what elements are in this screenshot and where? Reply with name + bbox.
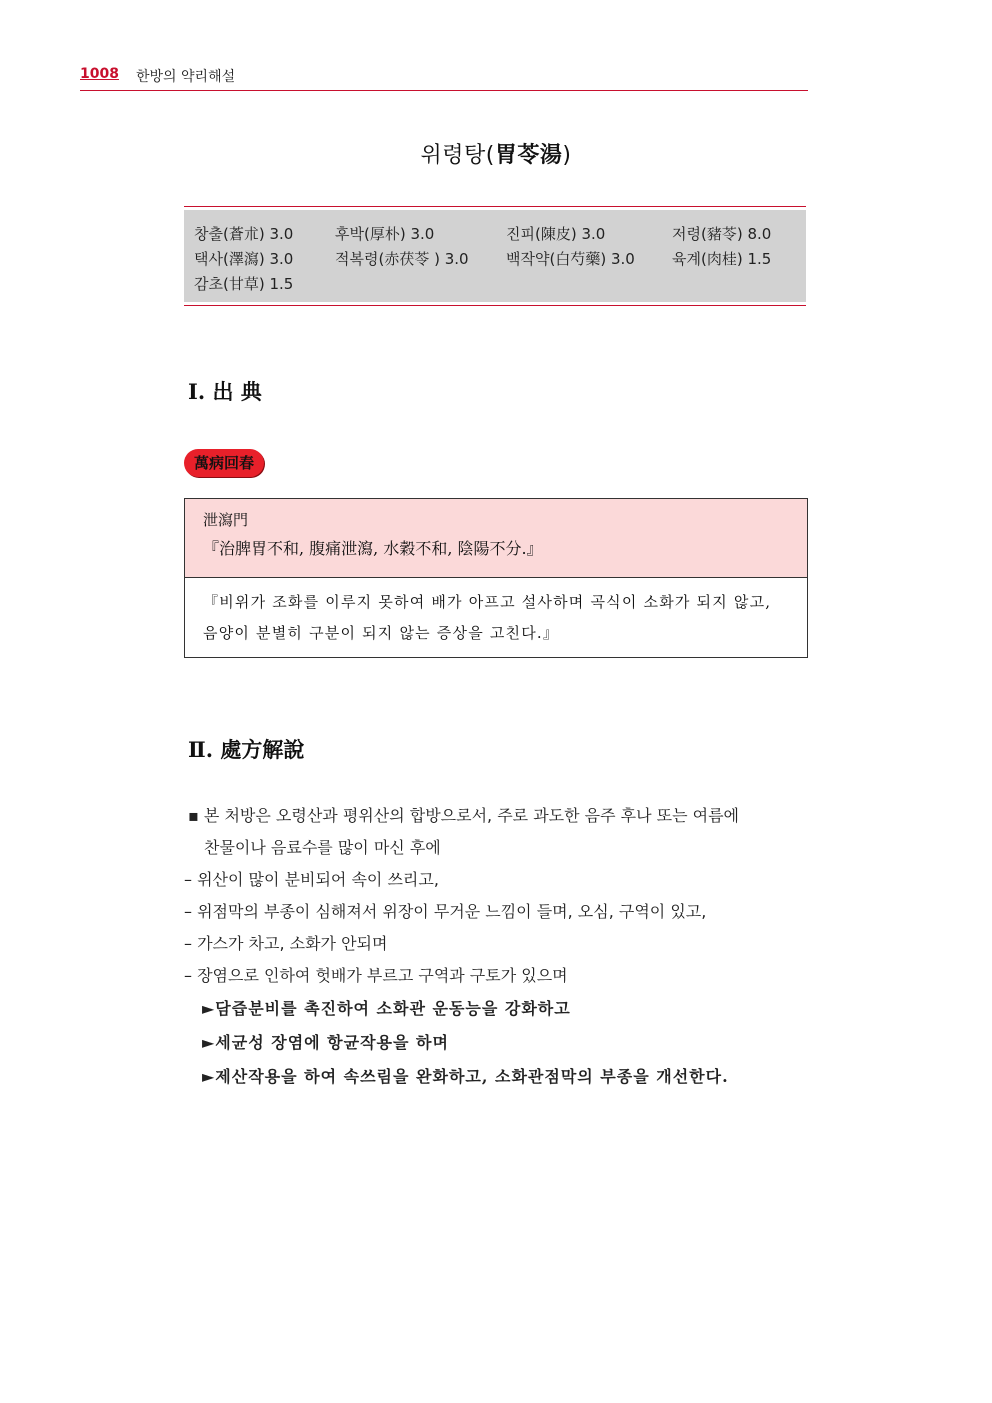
ingredient: 감초(甘草) 1.5 — [194, 275, 294, 293]
page-header — [80, 66, 808, 91]
source-chapter: 泄瀉門 — [203, 511, 249, 529]
explanation-line: – 위점막의 부종이 심해져서 위장이 무거운 느낌이 들며, 오심, 구역이 있고, — [184, 902, 707, 921]
explanation-line: 찬물이나 음료수를 많이 마신 후에 — [204, 838, 441, 857]
title-hanja: 胃苓湯 — [494, 142, 563, 168]
ingredient: 육계(肉桂) 1.5 — [672, 250, 772, 268]
ingredient: 창출(蒼朮) 3.0 — [194, 225, 294, 243]
action-line: ►세균성 장염에 항균작용을 하며 — [202, 1033, 449, 1052]
explanation-line: – 위산이 많이 분비되어 속이 쓰리고, — [184, 870, 439, 889]
source-quote-box — [184, 498, 808, 658]
explanation-line: ▪ 본 처방은 오령산과 평위산의 합방으로서, 주로 과도한 음주 후나 또는 여름에 — [188, 806, 740, 825]
ingredients-box — [184, 210, 806, 302]
prescription-title — [184, 138, 808, 169]
page-number: 1008 — [80, 66, 119, 82]
title-close: ) — [562, 143, 572, 168]
title-korean: 위령탕( — [420, 143, 495, 168]
source-text: 『治脾胃不和, 腹痛泄瀉, 水穀不和, 陰陽不分.』 — [203, 539, 543, 558]
source-original — [185, 499, 807, 578]
section-heading-explanation: Ⅱ. 處方解說 — [188, 737, 305, 762]
ingredient: 적복령(赤茯苓 ) 3.0 — [335, 250, 469, 268]
ingredients-panel — [184, 206, 806, 306]
explanation-line: – 가스가 차고, 소화가 안되며 — [184, 934, 388, 953]
explanation-line: – 장염으로 인하여 헛배가 부르고 구역과 구토가 있으며 — [184, 966, 568, 985]
ingredient: 택사(澤瀉) 3.0 — [194, 250, 294, 268]
source-badge: 萬病回春 — [184, 449, 264, 477]
ingredient: 후박(厚朴) 3.0 — [335, 225, 435, 243]
source-translation: 『비위가 조화를 이루지 못하여 배가 아프고 설사하며 곡식이 소화가 되지 않고, 음양이 분별히 구분이 되지 않는 증상을 고친다.』 — [203, 593, 772, 642]
book-title: 한방의 약리해설 — [136, 69, 236, 85]
section-heading-source: Ⅰ. 出 典 — [188, 379, 262, 404]
ingredient: 저령(豬苓) 8.0 — [672, 225, 772, 243]
ingredient: 진피(陳皮) 3.0 — [506, 225, 606, 243]
ingredient: 백작약(白芍藥) 3.0 — [506, 250, 635, 268]
action-line: ►제산작용을 하여 속쓰림을 완화하고, 소화관점막의 부종을 개선한다. — [202, 1067, 729, 1086]
action-line: ►담즙분비를 촉진하여 소화관 운동능을 강화하고 — [202, 999, 571, 1018]
